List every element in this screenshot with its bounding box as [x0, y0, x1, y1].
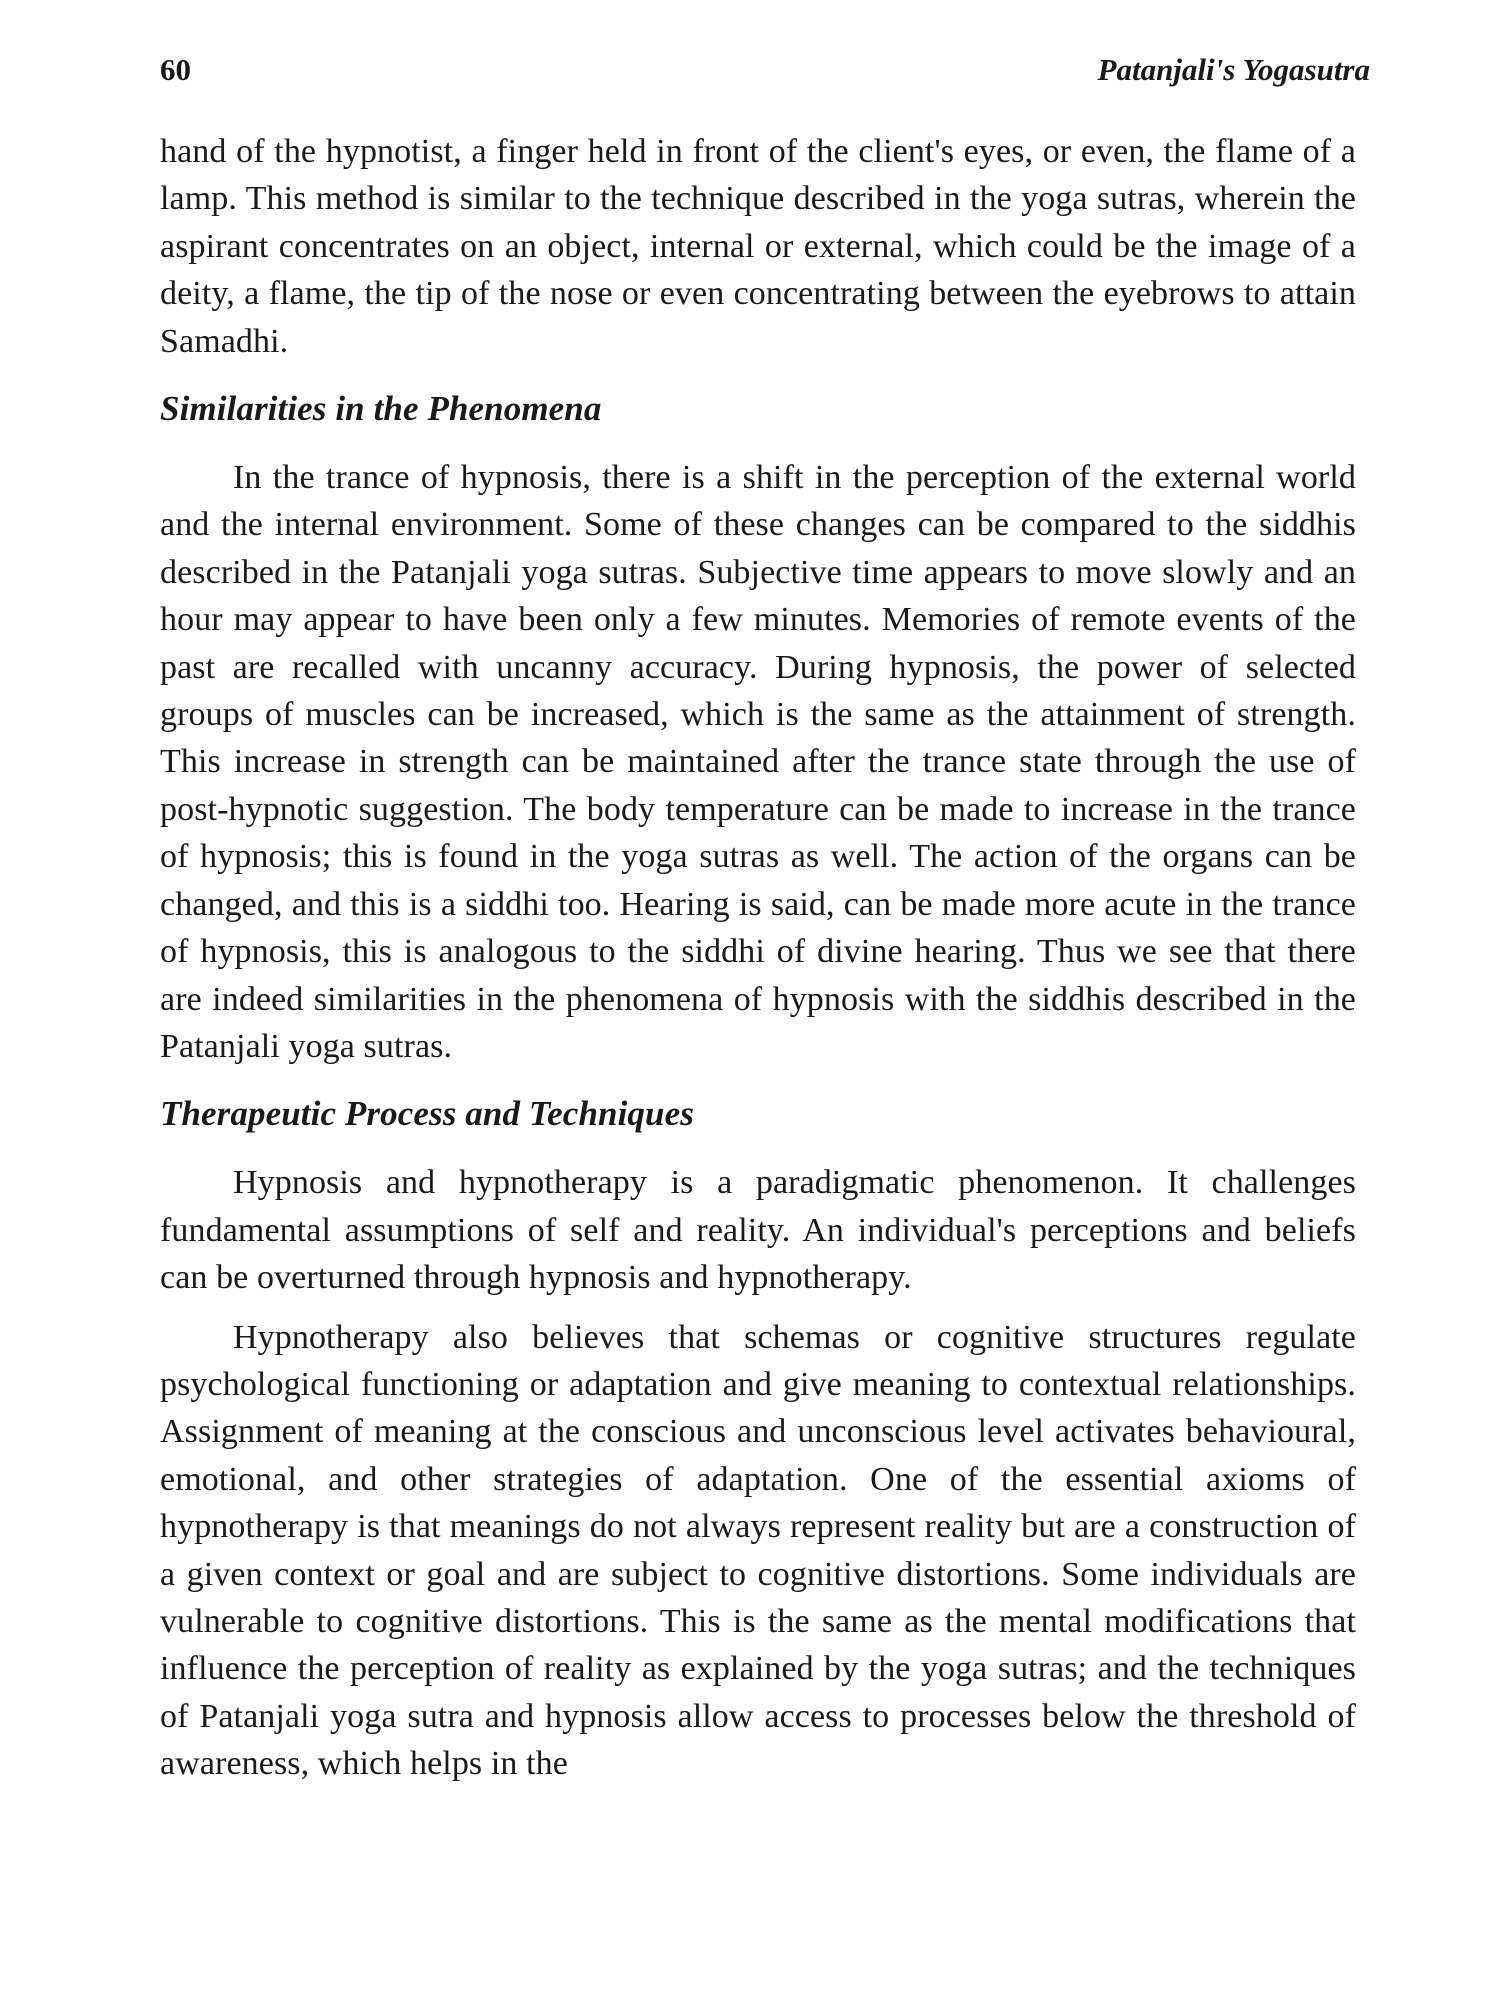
running-head	[160, 50, 1370, 90]
section-heading-therapeutic: Therapeutic Process and Techniques	[160, 1094, 694, 1134]
section-heading-similarities: Similarities in the Phenomena	[160, 389, 602, 429]
paragraph-similarities-1: In the trance of hypnosis, there is a shift in the perception of the external world and the internal environment. Some of these changes can be compared to the siddhis described in the Patanjali yoga sutras. Subjective time appears to move slowly and an hour may appear to have been only a few minutes. Memories of remote events of the past are recalled with uncanny accuracy. During hypnosis, the power of selected groups of muscles can be increased, which is the same as the attainment of strength. This increase in strength can be maintained after the trance state through the use of post-hypnotic suggestion. The body temperature can be made to increase in the trance of hypnosis; this is found in the yoga sutras as well. The action of the organs can be changed, and this is a siddhi too. Hearing is said, can be made more acute in the trance of hypnosis, this is analogous to the siddhi of divine hearing. Thus we see that there are indeed similarities in the phenomena of hypnosis with the siddhis described in the Patanjali yoga sutras.	[160, 459, 1356, 1065]
page-number: 60	[160, 52, 191, 87]
book-title: Patanjali's Yogasutra	[1097, 52, 1370, 87]
paragraph-therapeutic-2: Hypnotherapy also believes that schemas or cognitive structures regulate psychological functioning or adaptation and give meaning to contextual relationships. Assignment of meaning at the conscious and unconscious level activates behavioural, emotional, and other strategies of adaptation. One of the essential axioms of hypnotherapy is that meanings do not always represent reality but are a construction of a given context or goal and are subject to cognitive distortions. Some individuals are vulnerable to cognitive distortions. This is the same as the mental modifications that influence the perception of reality as explained by the yoga sutras; and the techniques of Patanjali yoga sutra and hypnosis allow access to processes below the threshold of awareness, which helps in the	[160, 1318, 1356, 1783]
paragraph-therapeutic-1: Hypnosis and hypnotherapy is a paradigmatic phenomenon. It challenges fundamental assumptions of self and reality. An individual's perceptions and beliefs can be overturned through hypnosis and hypnotherapy.	[160, 1164, 1356, 1297]
continuation-paragraph: hand of the hypnotist, a finger held in front of the client's eyes, or even, the flame of a lamp. This method is similar to the technique described in the yoga sutras, wherein the aspirant concentrates on an object, internal or external, which could be the image of a deity, a flame, the tip of the nose or even concentrating between the eyebrows to attain Samadhi.	[160, 133, 1356, 360]
page-body	[160, 128, 1356, 1788]
